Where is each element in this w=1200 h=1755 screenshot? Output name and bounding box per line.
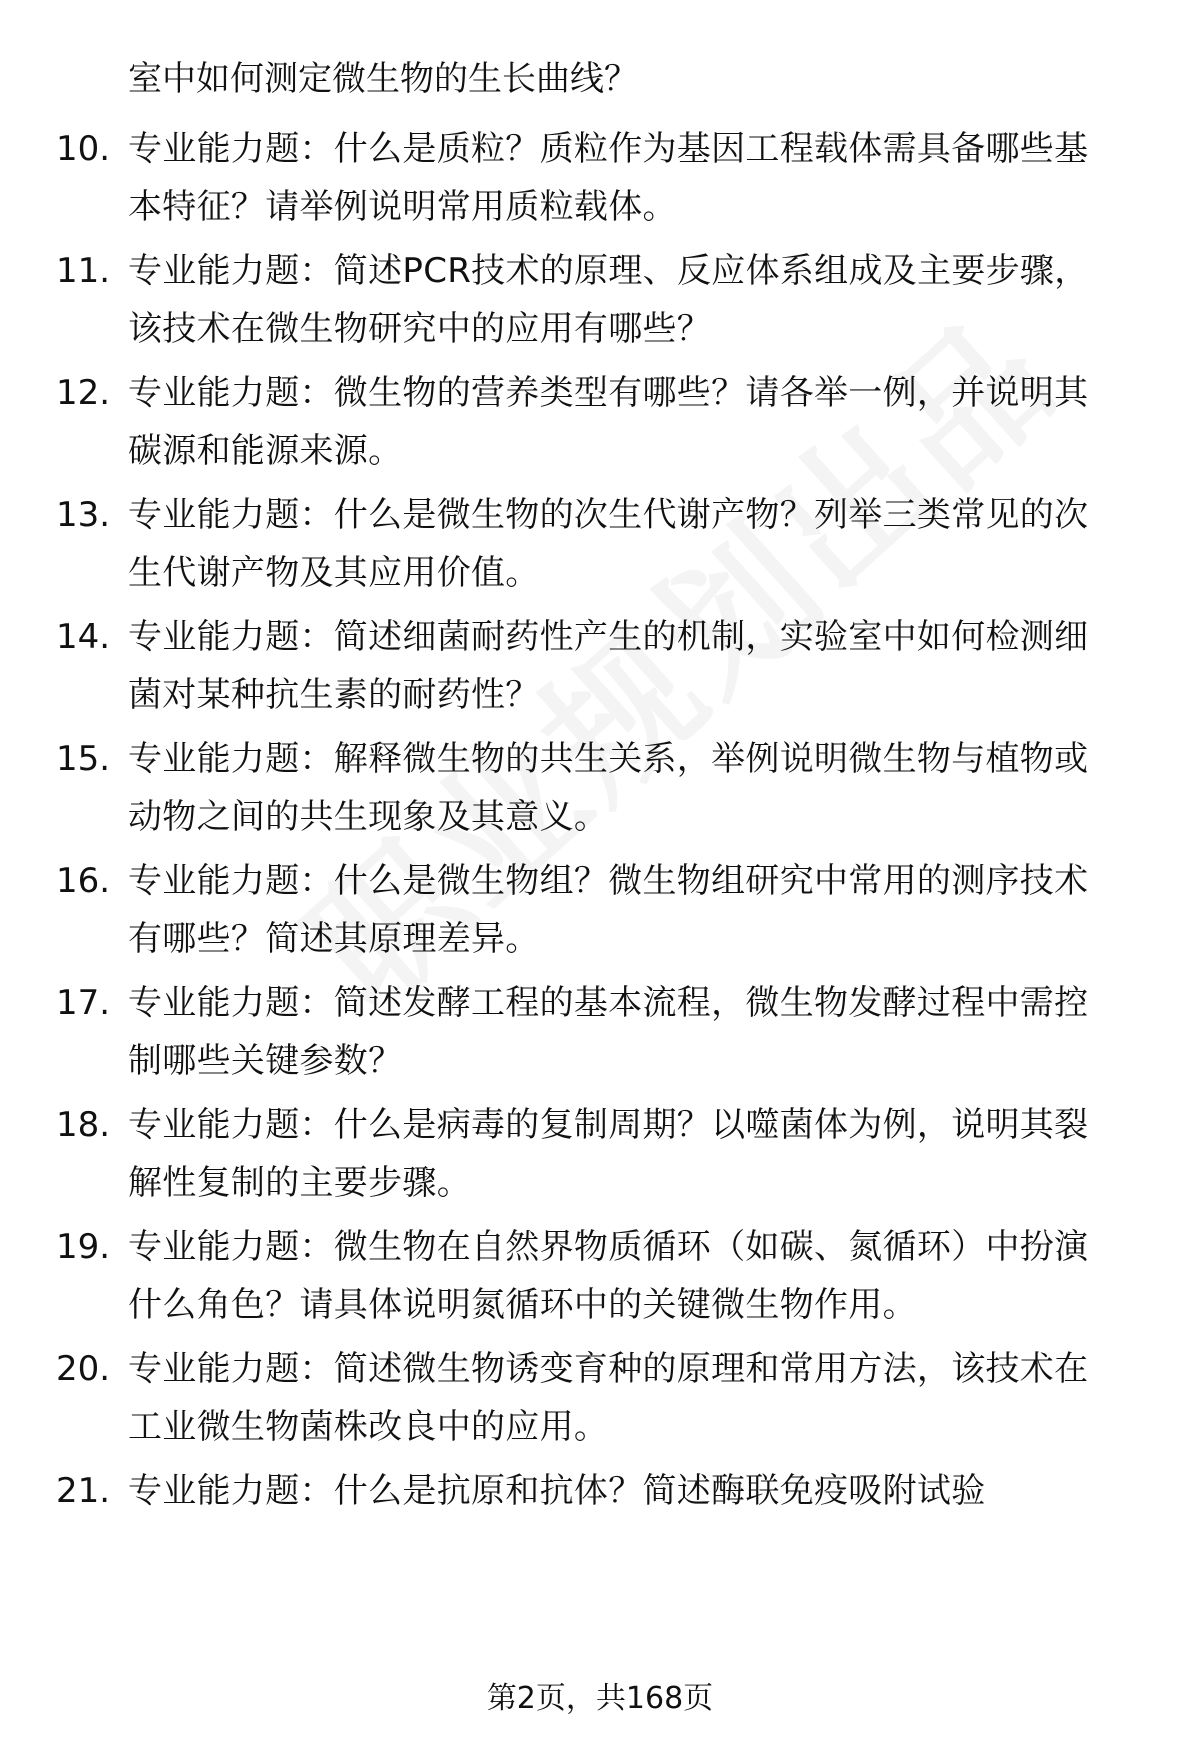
question-text-line-2: 生代谢产物及其应用价值。 [128,553,540,593]
question-text-line-1: 专业能力题：简述微生物诱变育种的原理和常用方法，该技术在 [128,1349,1089,1389]
question-number: 21. [56,1471,111,1511]
question-item [0,366,1200,476]
question-text-line-1: 专业能力题：简述PCR技术的原理、反应体系组成及主要步骤， [128,251,1089,291]
question-text-line-2: 动物之间的共生现象及其意义。 [128,797,609,837]
question-text-line-1: 专业能力题：什么是病毒的复制周期？以噬菌体为例，说明其裂 [128,1105,1089,1145]
question-text-line-2: 制哪些关键参数？ [128,1041,403,1081]
question-item [0,610,1200,720]
question-text-line-1: 专业能力题：什么是微生物的次生代谢产物？列举三类常见的次 [128,495,1089,535]
question-item [0,244,1200,354]
question-item [0,1464,1200,1574]
question-item [0,1342,1200,1452]
question-text-line-2: 本特征？请举例说明常用质粒载体。 [128,187,677,227]
question-number: 18. [56,1105,111,1145]
question-text-line-1: 专业能力题：什么是微生物组？微生物组研究中常用的测序技术 [128,861,1089,901]
question-text-line-2: 解性复制的主要步骤。 [128,1163,471,1203]
question-number: 16. [56,861,111,901]
page-footer: 第2页，共168页 [486,1681,714,1716]
question-text-line-2: 碳源和能源来源。 [128,431,403,471]
question-number: 15. [56,739,111,779]
question-text-line-1: 专业能力题：微生物的营养类型有哪些？请各举一例，并说明其 [128,373,1089,413]
question-item [0,732,1200,842]
question-text-line-2: 工业微生物菌株改良中的应用。 [128,1407,609,1447]
question-text-line-1: 专业能力题：什么是抗原和抗体？简述酶联免疫吸附试验 [128,1471,986,1511]
question-number: 11. [56,251,111,291]
continuation-line: 室中如何测定微生物的生长曲线？ [128,59,638,99]
question-number: 20. [56,1349,111,1389]
question-text-line-2: 菌对某种抗生素的耐药性？ [128,675,540,715]
question-item [0,976,1200,1086]
question-number: 17. [56,983,111,1023]
question-item [0,488,1200,598]
question-number: 19. [56,1227,111,1267]
question-text-line-1: 专业能力题：简述发酵工程的基本流程，微生物发酵过程中需控 [128,983,1089,1023]
question-item [0,122,1200,232]
question-number: 14. [56,617,111,657]
question-text-line-1: 专业能力题：微生物在自然界物质循环（如碳、氮循环）中扮演 [128,1227,1089,1267]
question-text-line-2: 有哪些？简述其原理差异。 [128,919,540,959]
question-number: 12. [56,373,111,413]
question-text-line-1: 专业能力题：简述细菌耐药性产生的机制，实验室中如何检测细 [128,617,1089,657]
question-text-line-2: 该技术在微生物研究中的应用有哪些？ [128,309,712,349]
question-number: 10. [56,129,111,169]
question-item [0,1220,1200,1330]
question-text-line-2: 什么角色？请具体说明氮循环中的关键微生物作用。 [128,1285,917,1325]
question-item [0,854,1200,964]
question-text-line-1: 专业能力题：什么是质粒？质粒作为基因工程载体需具备哪些基 [128,129,1089,169]
question-item [0,1098,1200,1208]
question-number: 13. [56,495,111,535]
question-text-line-1: 专业能力题：解释微生物的共生关系，举例说明微生物与植物或 [128,739,1089,779]
